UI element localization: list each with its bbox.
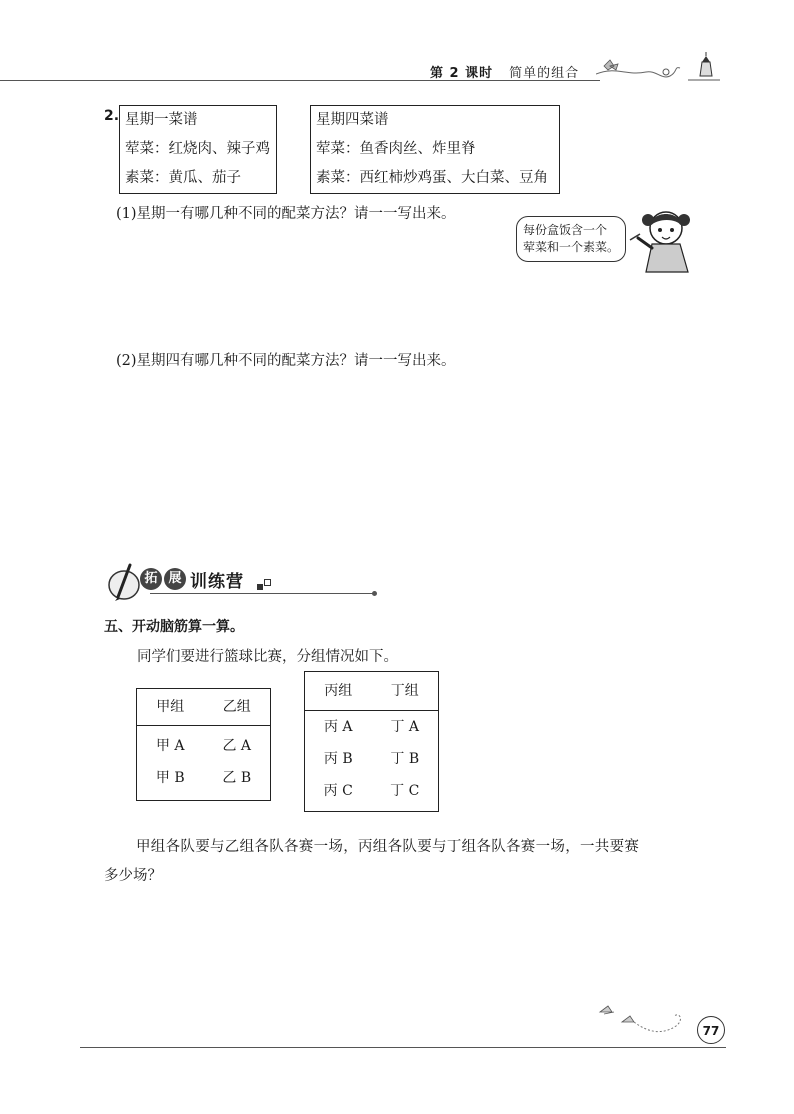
table-header-cell: 乙组: [222, 699, 251, 715]
table-row: [305, 775, 438, 807]
banner-dot: [372, 591, 377, 596]
sub-question-1: (1)星期一有哪几种不同的配菜方法？请一一写出来。: [116, 206, 456, 222]
banner-badge-2: 展: [164, 568, 186, 590]
table-row: [305, 711, 438, 743]
menu-title: 星期四菜谱: [316, 112, 389, 128]
group-table-bing-ding: [304, 671, 439, 812]
menu-veg-dishes: 素菜：黄瓜、茄子: [125, 170, 241, 186]
table-header-row: [305, 672, 438, 711]
table-cell: 丁 B: [390, 751, 420, 767]
page-number: 77: [697, 1016, 725, 1044]
banner-rule: [150, 593, 375, 594]
table-header-cell: 丙组: [324, 683, 353, 699]
question-number: 2.: [104, 108, 120, 124]
page-header: [430, 62, 579, 81]
menu-meat-dishes: 荤菜：鱼香肉丝、炸里脊: [316, 141, 476, 157]
banner-badge-1: 拓: [140, 568, 162, 590]
table-header-cell: 丁组: [390, 683, 419, 699]
banner-title: 训练营: [190, 572, 244, 592]
footer-rule: [80, 1047, 726, 1048]
banner-square-decoration: [257, 584, 263, 590]
table-cell: 甲 B: [155, 770, 185, 786]
table-header-row: [137, 689, 270, 726]
girl-illustration-icon: [628, 202, 700, 274]
menu-monday-table: [119, 105, 277, 194]
menu-thursday-table: [310, 105, 560, 194]
footer-decoration-icon: [594, 1000, 694, 1036]
menu-veg-dishes: 素菜：西红柿炒鸡蛋、大白菜、豆角: [316, 170, 548, 186]
table-header-cell: 甲组: [156, 699, 185, 715]
table-row: [137, 762, 270, 794]
lesson-topic: 简单的组合: [509, 66, 580, 81]
speech-bubble: [516, 216, 626, 262]
sub-question-2: (2)星期四有哪几种不同的配菜方法？请一一写出来。: [116, 353, 456, 369]
question-text-line-1: 甲组各队要与乙组各队各赛一场，丙组各队要与丁组各队各赛一场，一共要赛: [136, 839, 640, 855]
header-decoration-icon: [596, 46, 726, 88]
table-row: [137, 730, 270, 762]
table-cell: 丙 A: [323, 719, 353, 735]
table-row: [305, 743, 438, 775]
table-cell: 丁 C: [390, 783, 420, 799]
table-cell: 乙 B: [222, 770, 252, 786]
menu-meat-dishes: 荤菜：红烧肉、辣子鸡: [125, 141, 270, 157]
bubble-line-1: 每份盒饭含一个: [523, 223, 608, 237]
menu-title: 星期一菜谱: [125, 112, 198, 128]
section-intro: 同学们要进行篮球比赛，分组情况如下。: [137, 649, 398, 665]
table-cell: 甲 A: [155, 738, 185, 754]
question-text-line-2: 多少场？: [104, 868, 162, 884]
group-table-jia-yi: [136, 688, 271, 801]
bubble-line-2: 荤菜和一个素菜。: [523, 240, 620, 254]
table-cell: 丙 B: [323, 751, 353, 767]
brush-icon: [106, 563, 142, 603]
banner-square-decoration: [264, 579, 271, 586]
lesson-label: 第 2 课时: [430, 66, 494, 81]
table-cell: 乙 A: [222, 738, 252, 754]
table-cell: 丙 C: [323, 783, 353, 799]
table-cell: 丁 A: [390, 719, 420, 735]
section-title: 五、开动脑筋算一算。: [104, 619, 244, 635]
